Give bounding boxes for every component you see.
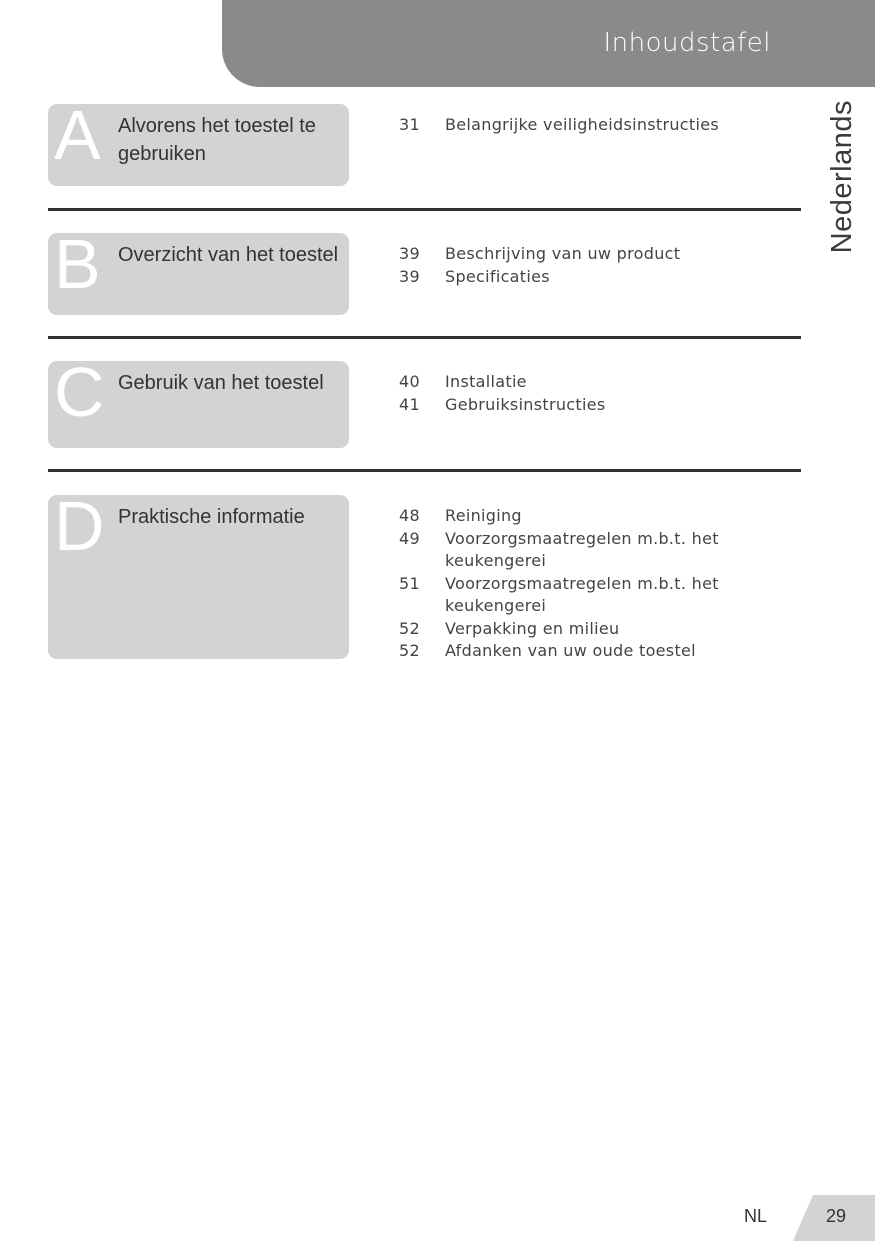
page-title: Inhoudstafel — [603, 28, 771, 58]
toc-page-number: 52 — [399, 641, 420, 660]
toc-page-number: 41 — [399, 394, 420, 414]
toc-entry[interactable] — [399, 394, 799, 417]
section-b — [48, 225, 801, 315]
toc-entry-title: Belangrijke veiligheidsinstructies — [445, 115, 719, 134]
language-label: Nederlands — [825, 100, 858, 254]
toc-entry-title: Reiniging — [445, 506, 522, 525]
section-box — [48, 96, 349, 186]
section-title: Alvorens het toestel te gebruiken — [118, 115, 316, 165]
toc-page-number: 51 — [399, 573, 420, 593]
toc-entries — [399, 371, 799, 416]
divider — [48, 336, 801, 339]
footer-language-code: NL — [744, 1206, 768, 1226]
section-letter: D — [54, 487, 105, 565]
toc-page-number: 49 — [399, 528, 420, 548]
toc-page-number: 48 — [399, 506, 420, 525]
toc-entry[interactable] — [399, 618, 799, 641]
toc-entry[interactable] — [399, 371, 799, 394]
section-a — [48, 96, 801, 186]
toc-entries — [399, 243, 799, 288]
toc-entry[interactable] — [399, 640, 799, 663]
toc-entry-title: Afdanken van uw oude toestel — [445, 641, 696, 660]
toc-page-number: 40 — [399, 372, 420, 391]
section-box — [48, 225, 349, 315]
toc-page-number: 31 — [399, 115, 420, 134]
language-side-label — [812, 100, 872, 260]
divider — [48, 469, 801, 472]
toc-entry-title: Voorzorgsmaatregelen m.b.t. het keukengerei — [445, 573, 719, 615]
toc-page-number: 39 — [399, 266, 420, 286]
section-title: Overzicht van het toestel — [118, 244, 339, 266]
section-box — [48, 487, 349, 659]
section-box — [48, 353, 349, 448]
toc-entry[interactable] — [399, 114, 799, 137]
section-d — [48, 487, 801, 660]
toc-page-number: 39 — [399, 244, 420, 263]
toc-entry-title: Voorzorgsmaatregelen m.b.t. het keukengerei — [445, 528, 719, 570]
toc-entry[interactable] — [399, 243, 799, 266]
section-title: Praktische informatie — [118, 506, 305, 528]
section-title: Gebruik van het toestel — [118, 372, 324, 394]
divider — [48, 208, 801, 211]
toc-entry[interactable] — [399, 528, 799, 573]
toc-entry[interactable] — [399, 573, 799, 618]
toc-entry-title: Gebruiksinstructies — [445, 394, 606, 414]
section-letter: B — [54, 225, 101, 303]
toc-entry[interactable] — [399, 266, 799, 289]
toc-entries — [399, 505, 799, 663]
section-letter: C — [54, 353, 105, 431]
section-letter: A — [54, 96, 101, 174]
toc-entry-title: Installatie — [445, 372, 527, 391]
toc-entries — [399, 114, 799, 137]
toc-entry-title: Verpakking en milieu — [445, 618, 620, 638]
section-c — [48, 353, 801, 448]
toc-entry-title: Specificaties — [445, 266, 550, 286]
toc-page-number: 52 — [399, 618, 420, 638]
toc-entry[interactable] — [399, 505, 799, 528]
header-tab — [222, 0, 875, 87]
footer-page-number: 29 — [826, 1206, 847, 1226]
toc-entry-title: Beschrijving van uw product — [445, 244, 681, 263]
